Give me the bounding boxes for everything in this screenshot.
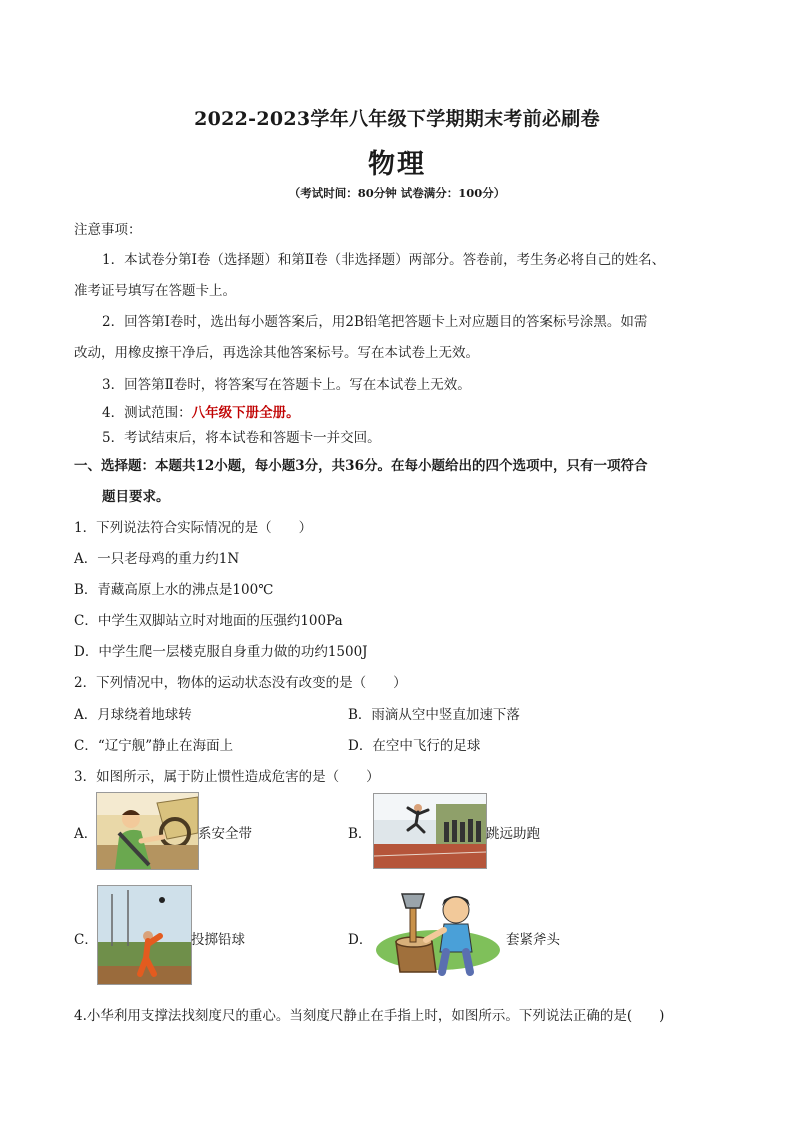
question-1-option-b: B．青藏高原上水的沸点是100℃ (74, 582, 274, 598)
seatbelt-driver-image (96, 792, 199, 870)
question-2-option-d: D．在空中飞行的足球 (348, 738, 481, 754)
subject-heading: 物理 (368, 149, 426, 180)
shot-put-image (97, 885, 192, 985)
question-3-option-a-letter: A． (74, 826, 98, 842)
exam-info: （考试时间：80分钟 试卷满分：100分） (288, 186, 506, 200)
question-2-option-b: B．雨滴从空中竖直加速下落 (348, 707, 520, 723)
note-4-prefix: 4．测试范围： (102, 405, 192, 421)
question-1-option-d: D．中学生爬一层楼克服自身重力做的功约1500J (74, 644, 368, 660)
question-3-option-c-caption: 投掷铅球 (191, 932, 245, 948)
note-1-line-1: 1．本试卷分第Ⅰ卷（选择题）和第Ⅱ卷（非选择题）两部分。答卷前，考生务必将自己的姓名、 (102, 252, 666, 268)
question-3-option-d-caption: 套紧斧头 (506, 932, 560, 948)
note-2-line-2: 改动，用橡皮擦干净后，再选涂其他答案标号。写在本试卷上无效。 (74, 345, 479, 361)
question-1-stem: 1．下列说法符合实际情况的是（ ） (74, 520, 313, 536)
question-3-stem: 3．如图所示，属于防止惯性造成危害的是（ ） (74, 769, 380, 785)
section-1-line-1: 一、选择题：本题共12小题，每小题3分，共36分。在每小题给出的四个选项中，只有一项符合 (74, 458, 648, 474)
note-4-scope: 八年级下册全册。 (191, 405, 300, 421)
note-5: 5．考试结束后，将本试卷和答题卡一并交回。 (102, 430, 381, 446)
question-4-stem: 4.小华利用支撑法找刻度尺的重心。当刻度尺静止在手指上时，如图所示。下列说法正确的是( ) (74, 1008, 665, 1024)
question-3-option-a-caption: 系安全带 (198, 826, 252, 842)
section-1-line-2: 题目要求。 (102, 489, 170, 505)
question-2-stem: 2．下列情况中，物体的运动状态没有改变的是（ ） (74, 675, 407, 691)
question-2-option-a: A．月球绕着地球转 (74, 707, 192, 723)
note-3: 3．回答第Ⅱ卷时，将答案写在答题卡上。写在本试卷上无效。 (102, 377, 471, 393)
note-4 (102, 401, 300, 421)
question-2-option-c: C．“辽宁舰”静止在海面上 (74, 738, 234, 754)
note-1-line-2: 准考证号填写在答题卡上。 (74, 283, 236, 299)
question-3-option-b-letter: B． (348, 826, 372, 842)
question-1-option-a: A．一只老母鸡的重力约1N (74, 551, 240, 567)
note-2-line-1: 2．回答第Ⅰ卷时，选出每小题答案后，用2B铅笔把答题卡上对应题目的答案标号涂黑。如需 (102, 314, 648, 330)
question-3-option-d-letter: D． (348, 932, 373, 948)
long-jump-image (373, 793, 487, 869)
question-1-option-c: C．中学生双脚站立时对地面的压强约100Pa (74, 613, 343, 629)
notes-heading: 注意事项： (74, 222, 142, 238)
question-3-option-b-caption: 跳远助跑 (486, 826, 540, 842)
exam-title: 2022-2023学年八年级下学期期末考前必刷卷 (194, 108, 600, 130)
axe-stump-image (374, 880, 502, 980)
question-3-option-c-letter: C． (74, 932, 98, 948)
